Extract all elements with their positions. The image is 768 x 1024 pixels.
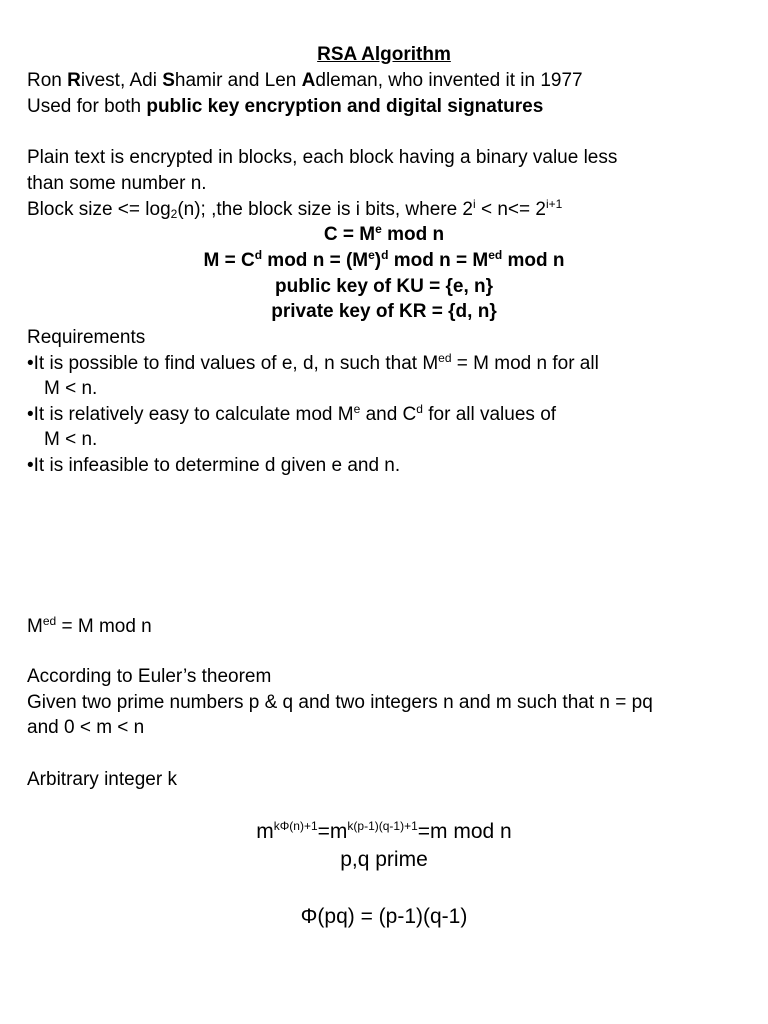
usage-line <box>27 96 543 118</box>
inventors-text-3: hamir and Len <box>174 70 302 91</box>
dec-exponent-2: e <box>368 248 375 262</box>
euler-identity <box>27 616 152 638</box>
requirement-3: •It is infeasible to determine d given e and n. <box>27 455 401 476</box>
req2-text-b: and C <box>360 404 417 425</box>
block-size-text-b: (n); ,the block size is i bits, where 2 <box>177 199 473 220</box>
formula-text-c: =m mod n <box>417 820 512 843</box>
euler-heading: According to Euler’s theorem <box>27 666 272 687</box>
dec-text-b: mod n = (M <box>262 250 369 271</box>
block-size-text-c: < n<= 2 <box>475 199 546 220</box>
formula-text-a: m <box>256 820 274 843</box>
formula-text-b: =m <box>317 820 348 843</box>
public-key-line: public key of KU = {e, n} <box>274 276 494 297</box>
euler-given-line-1: Given two prime numbers p & q and two integers n and m such that n = pq <box>27 692 653 713</box>
identity-exponent: ed <box>42 614 57 628</box>
req2-text-c: for all values of <box>422 404 557 425</box>
requirements-heading: Requirements <box>27 327 146 348</box>
dec-exponent-3: d <box>381 248 389 262</box>
private-key-line: private key of KR = {d, n} <box>271 301 497 322</box>
exponent-i-plus-1: i+1 <box>545 197 563 211</box>
req2-exponent-2: d <box>416 402 423 416</box>
dec-text-e: mod n <box>502 250 565 271</box>
log-base: 2 <box>170 207 178 221</box>
block-size-text-a: Block size <= log <box>27 199 171 220</box>
blocks-line-1: Plain text is encrypted in blocks, each block having a binary value less <box>27 147 618 168</box>
decryption-equation <box>0 250 768 272</box>
page-title <box>0 44 768 66</box>
formula-exponent-2: k(p-1)(q-1)+1 <box>347 819 418 833</box>
req1-exponent: ed <box>438 351 452 365</box>
euler-formula <box>0 820 768 844</box>
identity-text-b: = M mod n <box>56 616 152 637</box>
dec-text-d: mod n = M <box>388 250 489 271</box>
usage-bold: public key encryption and digital signatures <box>146 96 544 117</box>
requirement-1 <box>27 353 599 375</box>
title-text: RSA Algorithm <box>317 44 451 65</box>
inventors-text-1: Ron <box>27 70 68 91</box>
identity-text-a: M <box>27 616 43 637</box>
phi-formula: Φ(pq) = (p-1)(q-1) <box>300 905 468 928</box>
dec-text-c: ) <box>374 250 382 271</box>
requirement-2 <box>27 404 556 426</box>
enc-text-b: mod n <box>381 224 445 245</box>
inventors-text-4: dleman, who invented it in 1977 <box>315 70 583 91</box>
dec-exponent-1: d <box>254 248 263 262</box>
inventor-initial-s: S <box>162 70 175 91</box>
exponent-i: i <box>473 197 476 211</box>
enc-text-a: C = M <box>323 224 376 245</box>
inventors-text-2: ivest, Adi <box>80 70 163 91</box>
block-size-line <box>27 199 562 221</box>
req1-text-b: = M mod n for all <box>451 353 599 374</box>
dec-text-a: M = C <box>203 250 255 271</box>
req2-exponent-1: e <box>353 402 361 416</box>
inventor-initial-r: R <box>67 70 81 91</box>
inventor-initial-a: A <box>301 70 316 91</box>
formula-exponent-1: kΦ(n)+1 <box>273 819 318 833</box>
requirement-1-continued: M < n. <box>44 378 98 399</box>
enc-exponent: e <box>375 222 382 236</box>
req1-text-a: •It is possible to find values of e, d, n such that M <box>27 353 439 374</box>
encryption-equation <box>0 224 768 246</box>
req2-text-a: •It is relatively easy to calculate mod M <box>27 404 354 425</box>
usage-prefix: Used for both <box>27 96 147 117</box>
requirement-2-continued: M < n. <box>44 429 98 450</box>
euler-given-line-2: and 0 < m < n <box>27 717 145 738</box>
dec-exponent-4: ed <box>488 248 503 262</box>
inventors-line <box>27 70 583 92</box>
blocks-line-2: than some number n. <box>27 173 207 194</box>
prime-note: p,q prime <box>340 848 428 871</box>
arbitrary-integer-line: Arbitrary integer k <box>27 769 177 790</box>
